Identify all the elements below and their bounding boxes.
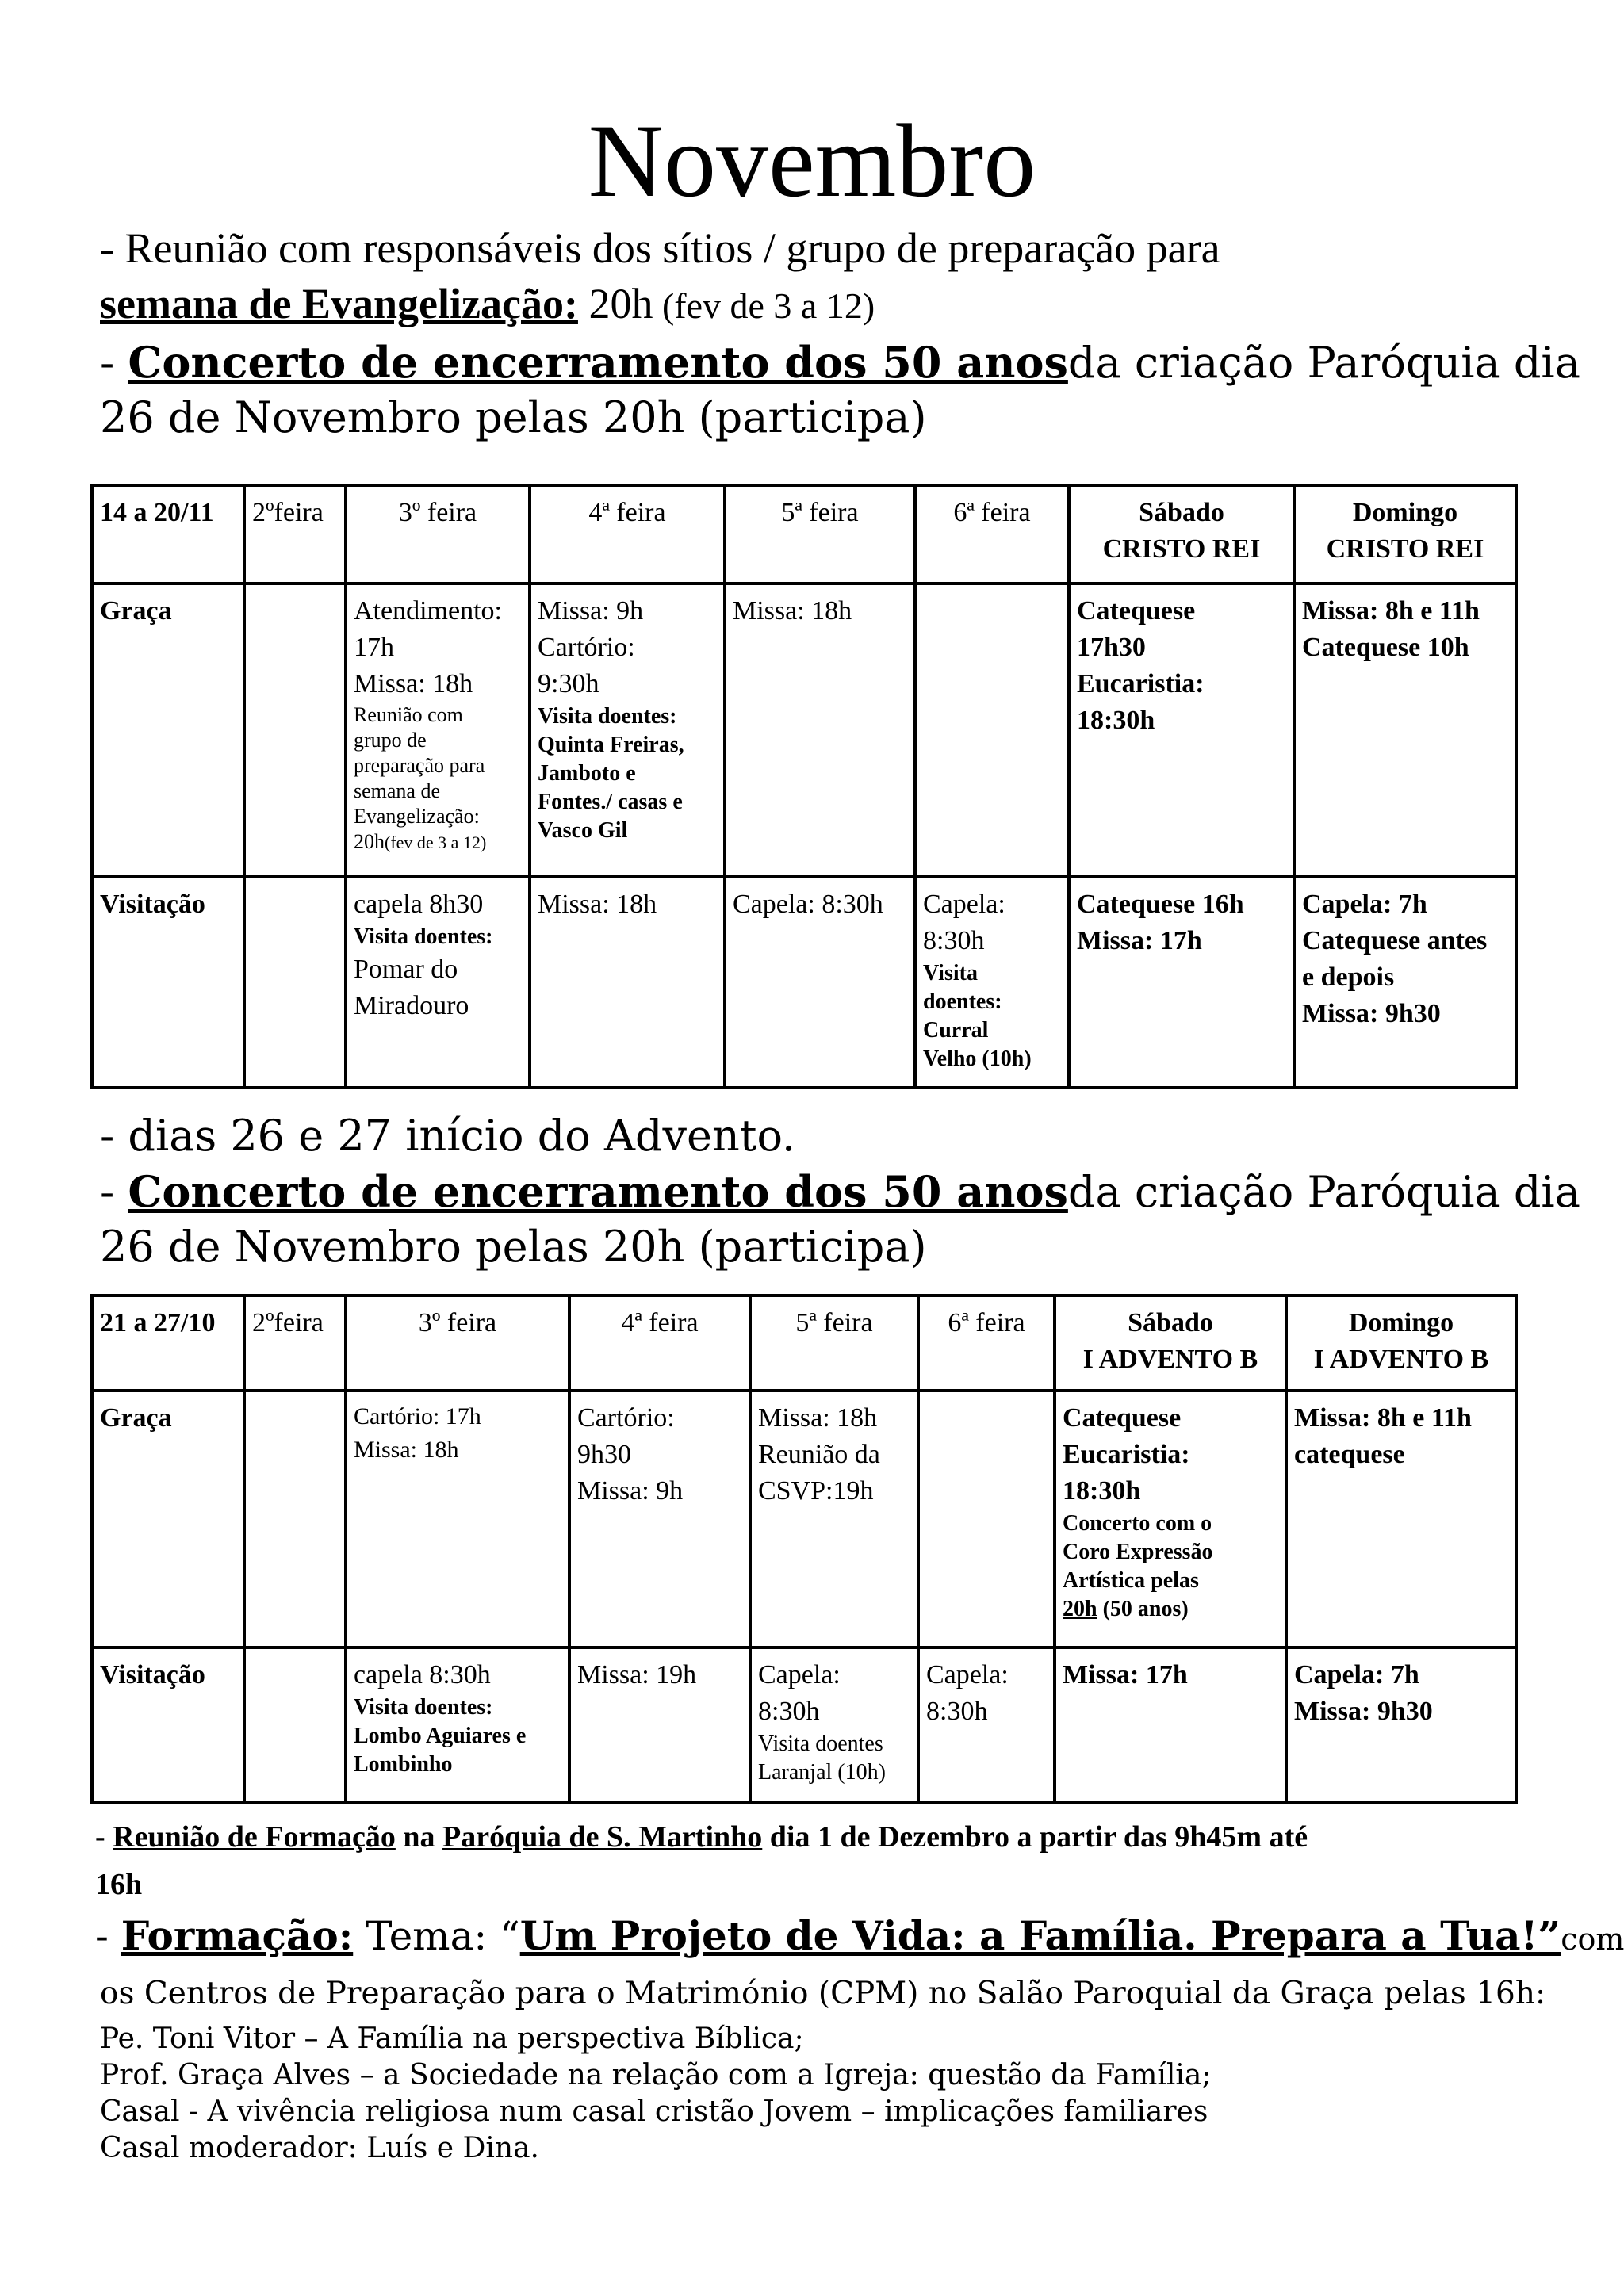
table-cell [244,1391,346,1647]
table-cell [346,584,530,877]
cell-line: capela 8h30 [354,890,484,919]
table-cell [346,1391,569,1647]
table-row-visitacao [92,1647,1516,1803]
cell-line: Eucaristia: [1063,1440,1190,1469]
cell-line: Missa: 9h [538,596,644,626]
table-header-row [92,485,1516,584]
cell-line: 9:30h [538,669,599,698]
reuniao-formacao [95,1817,1308,1857]
col-header-line: Sábado [1128,1308,1213,1337]
cell-part: 20h [354,830,385,853]
cell-line: Missa: 18h [354,669,473,698]
table-cell [1069,877,1294,1088]
table-cell: Missa: 17h [1055,1647,1286,1803]
cell-line: CSVP:19h [758,1476,874,1506]
cell-line: Visita doentes: [354,924,493,949]
table-cell [1286,1391,1516,1647]
cell-line: Laranjal (10h) [758,1760,886,1785]
col-header-line: I ADVENTO B [1313,1345,1489,1374]
col-header: 5ª feira [725,485,915,584]
dash: - [95,1820,113,1854]
reuniao-text: dia 1 de Dezembro a partir das 9h45m até [762,1820,1308,1854]
col-header [1055,1295,1286,1391]
evangelizacao-label: semana de Evangelização: [100,280,578,327]
table-row-graca [92,1391,1516,1647]
cell-part: (fev de 3 a 12) [385,832,487,852]
page-title: Novembro [588,102,1036,219]
table-row-graca [92,584,1516,877]
week-range: 14 a 20/11 [92,485,244,584]
concerto-line-2: 26 de Novembro pelas 20h (participa) [100,1222,927,1272]
dash: - [100,1167,128,1217]
cell-line: Artística pelas [1063,1568,1199,1593]
table-cell [244,1647,346,1803]
table-cell [346,877,530,1088]
formacao-line-2: os Centros de Preparação para o Matrimónio (CPM) no Salão Paroquial da Graça pelas 16h: [100,1976,1546,2011]
table-row-visitacao [92,877,1516,1088]
cell-line: Capela: 7h [1294,1660,1419,1689]
cell-line: Missa: 17h [1077,926,1202,955]
cell-line: Visita doentes: [538,704,677,729]
cell-line: Missa: 18h [758,1403,878,1433]
table-cell: Missa: 19h [569,1647,750,1803]
cell-line: Fontes./ casas e [538,790,683,814]
tema-title: Um Projeto de Vida: a Família. Prepara a Tua!” [519,1912,1561,1959]
cell-line: Missa: 9h30 [1302,999,1441,1028]
schedule-table-week-2 [90,1294,1518,1804]
col-header-line: Domingo [1348,1308,1454,1337]
cell-line: 17h30 [1077,633,1146,662]
table-cell [915,584,1069,877]
cell-line: 8:30h [926,1697,988,1726]
table-cell [750,1647,918,1803]
col-header-line: CRISTO REI [1102,534,1261,564]
intro-line-2 [100,277,875,332]
table-cell [1294,584,1516,877]
tema-label: Tema: “ [353,1913,520,1959]
cell-line: Cartório: [577,1403,675,1433]
table-cell: Capela: 8:30h [725,877,915,1088]
paroquia-label: Paróquia de S. Martinho [442,1820,763,1854]
cell-line: Capela: [923,890,1005,919]
cell-line: Jamboto e [538,761,636,786]
cell-line: Missa: 18h [354,1437,459,1463]
cell-line: Lombinho [354,1752,453,1777]
cell-line: Missa: 9h [577,1476,684,1506]
table-cell [244,584,346,877]
cell-line: semana de [354,779,441,802]
cell-line: Pomar do [354,955,458,984]
row-label: Visitação [92,1647,244,1803]
concerto-rest: da criação Paróquia dia [1067,338,1580,388]
col-header [1286,1295,1516,1391]
col-header: 2ºfeira [244,485,346,584]
advent-note: - dias 26 e 27 início do Advento. [100,1111,796,1161]
col-header [1069,485,1294,584]
table-cell [918,1391,1055,1647]
cell-line: Visita doentes: [354,1695,493,1720]
reuniao-text: na [395,1820,443,1854]
cell-line: 18:30h [1077,706,1155,735]
dash: - [100,338,128,388]
reuniao-label: Reunião de Formação [113,1820,396,1854]
row-label: Graça [92,1391,244,1647]
cell-line: Miradouro [354,991,469,1020]
dash: - [95,1913,121,1959]
cell-line: Missa: 8h e 11h [1294,1403,1472,1433]
cell-line: Quinta Freiras, [538,733,684,757]
cell-line: grupo de [354,729,427,752]
cell-part: (50 anos) [1097,1597,1189,1621]
cell-line: doentes: [923,989,1002,1014]
cell-line: Eucaristia: [1077,669,1205,698]
formacao-text: com [1561,1922,1624,1957]
cell-line: 18:30h [1063,1476,1141,1506]
speaker-line: Prof. Graça Alves – a Sociedade na relação com a Igreja: questão da Família; [100,2059,1212,2091]
cell-line: Evangelização: [354,805,480,828]
speaker-line: Casal moderador: Luís e Dina. [100,2132,539,2164]
cell-line: Catequese [1063,1403,1182,1433]
table-cell [1069,584,1294,877]
cell-line: Cartório: 17h [354,1403,481,1429]
col-header-line: Domingo [1352,498,1458,527]
row-label: Graça [92,584,244,877]
cell-line: Missa: 9h30 [1294,1697,1433,1726]
table-cell [750,1391,918,1647]
table-cell [1286,1647,1516,1803]
cell-line: Reunião da [758,1440,880,1469]
table-cell [346,1647,569,1803]
cell-line: Catequese 16h [1077,890,1244,919]
table-cell [244,877,346,1088]
cell-line: Capela: [758,1660,841,1689]
cell-line: Cartório: [538,633,635,662]
table-cell: Missa: 18h [530,877,725,1088]
cell-line: Visita doentes [758,1732,883,1756]
col-header: 3º feira [346,1295,569,1391]
intro-line-3 [100,336,1580,389]
cell-line: 8:30h [758,1697,820,1726]
cell-line: Reunião com [354,703,463,726]
cell-line: Capela: 7h [1302,890,1427,919]
cell-line: Vasco Gil [538,818,628,843]
col-header: 2ºfeira [244,1295,346,1391]
cell-line: Capela: [926,1660,1009,1689]
evangelizacao-note: (fev de 3 a 12) [653,285,875,326]
formacao-label: Formação: [121,1912,354,1959]
cell-line: Lombo Aguiares e [354,1724,527,1748]
table-cell [569,1391,750,1647]
cell-line: Visita [923,961,978,985]
col-header-line: CRISTO REI [1326,534,1484,564]
cell-line: 9h30 [577,1440,631,1469]
concerto-rest: da criação Paróquia dia [1067,1167,1580,1217]
intro-line-4: 26 de Novembro pelas 20h (participa) [100,392,927,442]
intro-line-1: - Reunião com responsáveis dos sítios / grupo de preparação para [100,224,1220,272]
cell-line: Coro Expressão [1063,1540,1213,1564]
col-header: 5ª feira [750,1295,918,1391]
cell-line [354,829,522,855]
col-header [1294,485,1516,584]
table-cell [530,584,725,877]
cell-line: Velho (10h) [923,1047,1032,1071]
cell-line: Catequese 10h [1302,633,1469,662]
cell-line [1063,1595,1278,1624]
cell-line: Atendimento: [354,596,502,626]
table-cell [918,1647,1055,1803]
cell-line: Concerto com o [1063,1511,1212,1536]
concerto-label: Concerto de encerramento dos 50 anos [128,337,1068,388]
table-cell [915,877,1069,1088]
cell-part: 20h [1063,1597,1097,1621]
cell-line: 8:30h [923,926,985,955]
concerto-label: Concerto de encerramento dos 50 anos [128,1166,1068,1217]
concerto-line [100,1165,1580,1219]
evangelizacao-time: 20h [577,280,653,327]
col-header-line: Sábado [1139,498,1224,527]
cell-line: catequese [1294,1440,1405,1469]
col-header: 6ª feira [915,485,1069,584]
cell-line: Curral [923,1018,989,1043]
col-header-line: I ADVENTO B [1082,1345,1258,1374]
col-header: 6ª feira [918,1295,1055,1391]
formacao-line [95,1911,1624,1965]
col-header: 4ª feira [569,1295,750,1391]
schedule-table-week-1 [90,484,1518,1089]
table-cell [1055,1391,1286,1647]
cell-line: Catequese antes [1302,926,1488,955]
cell-line: preparação para [354,754,485,777]
table-cell [1294,877,1516,1088]
speaker-line: Pe. Toni Vitor – A Família na perspectiva Bíblica; [100,2022,804,2055]
cell-line: 17h [354,633,394,662]
cell-line: e depois [1302,962,1395,992]
table-cell: Missa: 18h [725,584,915,877]
week-range: 21 a 27/10 [92,1295,244,1391]
col-header: 4ª feira [530,485,725,584]
speaker-line: Casal - A vivência religiosa num casal cristão Jovem – implicações familiares [100,2095,1208,2128]
cell-line: capela 8:30h [354,1660,491,1689]
cell-line: Missa: 8h e 11h [1302,596,1480,626]
cell-line: Catequese [1077,596,1196,626]
table-header-row [92,1295,1516,1391]
reuniao-formacao-line-2: 16h [95,1868,143,1901]
col-header: 3º feira [346,485,530,584]
row-label: Visitação [92,877,244,1088]
